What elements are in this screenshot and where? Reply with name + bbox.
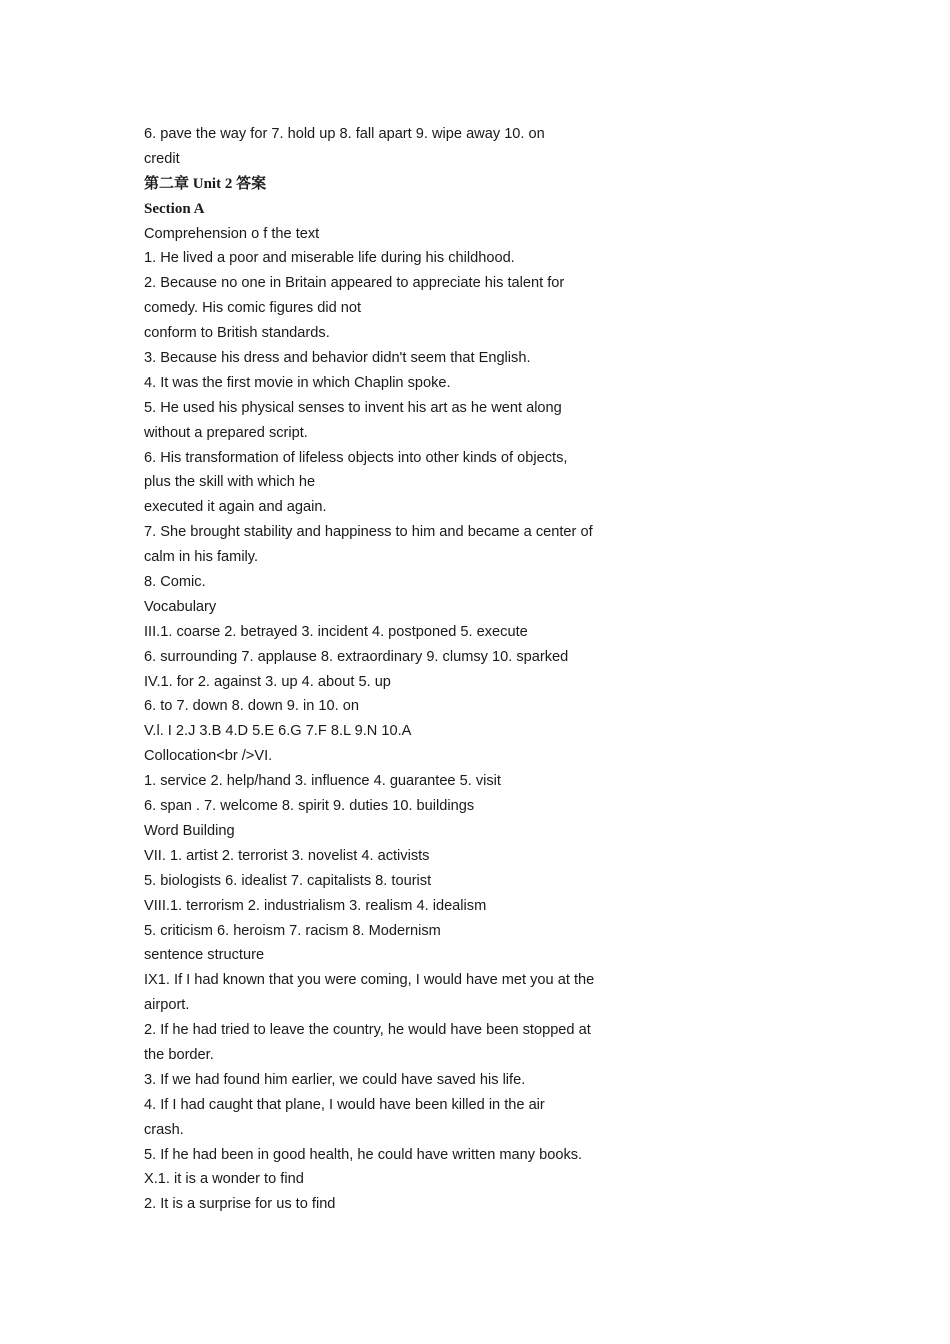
text-line: 4. It was the first movie in which Chaplin spoke.	[144, 374, 451, 391]
text-line: IV.1. for 2. against 3. up 4. about 5. up	[144, 673, 391, 690]
subsection-label: Word Building	[144, 822, 235, 839]
text-line: 6. to 7. down 8. down 9. in 10. on	[144, 698, 360, 715]
text-line: 6. His transformation of lifeless objects into other kinds of objects,	[144, 449, 568, 466]
text-line: 3. Because his dress and behavior didn't seem that English.	[144, 350, 531, 367]
text-line: 5. biologists 6. idealist 7. capitalists 8. tourist	[144, 872, 432, 889]
text-line: comedy. His comic figures did not	[144, 300, 362, 317]
text-line: conform to British standards.	[144, 325, 330, 342]
text-line: 4. If I had caught that plane, I would have been killed in the air	[144, 1096, 545, 1113]
text-line: 6. surrounding 7. applause 8. extraordinary 9. clumsy 10. sparked	[144, 648, 569, 665]
text-line: 5. If he had been in good health, he could have written many books.	[144, 1146, 583, 1163]
section-heading: Section A	[144, 200, 205, 217]
text-line: credit	[144, 150, 180, 167]
text-line: calm in his family.	[144, 549, 259, 566]
text-line: X.1. it is a wonder to find	[144, 1171, 304, 1188]
text-line: 8. Comic.	[144, 574, 206, 591]
subsection-label: Vocabulary	[144, 598, 217, 615]
subsection-label: Collocation<br />VI.	[144, 748, 273, 765]
text-line: 2. It is a surprise for us to find	[144, 1196, 336, 1213]
text-line: executed it again and again.	[144, 499, 327, 516]
text-line: III.1. coarse 2. betrayed 3. incident 4. postponed 5. execute	[144, 623, 528, 640]
text-line: the border.	[144, 1046, 214, 1063]
text-line: airport.	[144, 997, 190, 1014]
text-line: crash.	[144, 1121, 184, 1138]
text-line: 1. He lived a poor and miserable life during his childhood.	[144, 250, 515, 267]
text-line: 5. He used his physical senses to invent his art as he went along	[144, 399, 562, 416]
text-line: 1. service 2. help/hand 3. influence 4. guarantee 5. visit	[144, 773, 501, 790]
text-line: 2. If he had tried to leave the country, he would have been stopped at	[144, 1022, 591, 1039]
text-line: VII. 1. artist 2. terrorist 3. novelist 4. activists	[144, 847, 430, 864]
text-line: VIII.1. terrorism 2. industrialism 3. realism 4. idealism	[144, 897, 487, 914]
text-line: 7. She brought stability and happiness to him and became a center of	[144, 524, 593, 541]
text-line: 2. Because no one in Britain appeared to appreciate his talent for	[144, 275, 565, 292]
subsection-label: sentence structure	[144, 947, 265, 964]
text-line: 6. span . 7. welcome 8. spirit 9. duties 10. buildings	[144, 798, 475, 815]
text-line: IX1. If I had known that you were coming, I would have met you at the	[144, 972, 595, 989]
text-line: without a prepared script.	[144, 424, 308, 441]
text-line: 6. pave the way for 7. hold up 8. fall apart 9. wipe away 10. on	[144, 126, 545, 142]
document-page	[144, 122, 644, 1217]
subsection-label: Comprehension o f the text	[144, 225, 320, 242]
text-line: 3. If we had found him earlier, we could have saved his life.	[144, 1071, 526, 1088]
chapter-heading: 第二章 Unit 2 答案	[144, 175, 267, 192]
text-line: V.l. I 2.J 3.B 4.D 5.E 6.G 7.F 8.L 9.N 10.A	[144, 723, 412, 740]
text-line: 5. criticism 6. heroism 7. racism 8. Modernism	[144, 922, 441, 939]
text-line: plus the skill with which he	[144, 474, 316, 491]
